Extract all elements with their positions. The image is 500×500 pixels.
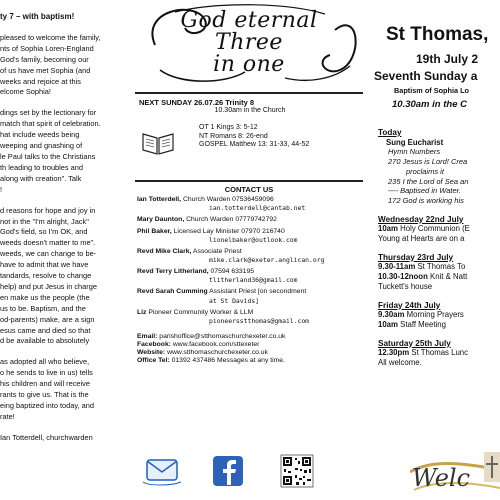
contact-role: Associate Priest <box>191 248 242 256</box>
contact-role: Church Warden 07536459096 <box>181 196 274 204</box>
welcome-text: Welc <box>412 464 471 492</box>
contact-name: Mary Daunton, <box>137 216 185 224</box>
info-column <box>135 0 363 500</box>
contact-role: Assistant Priest [on secondment <box>207 288 307 296</box>
schedule-note: All welcome. <box>378 358 422 368</box>
reading-nt: NT Romans 8: 26-end <box>199 132 268 140</box>
hymn-line: 270 Jesus is Lord! Crea <box>388 157 468 167</box>
qr-code-icon[interactable] <box>281 455 313 487</box>
reflection-line: God's family, becoming our <box>0 54 89 64</box>
schedule-day-heading: Wednesday 22nd July <box>378 214 464 224</box>
reflection-line: tandards, resolve to change <box>0 271 92 281</box>
contact-entry <box>137 288 361 296</box>
reflection-line: match that spirit of celebration. <box>0 119 101 129</box>
trinity-banner <box>135 0 363 86</box>
reflection-column <box>0 0 130 500</box>
contact-name: Ian Totterdell, <box>137 196 182 204</box>
contact-detail[interactable]: mike.clark@exeter.anglican.org <box>209 256 325 265</box>
contact-name: Phil Baker, <box>137 228 172 236</box>
contact-entry <box>137 268 361 276</box>
contacts-heading: CONTACT US <box>224 185 274 194</box>
divider <box>135 92 363 94</box>
contact-name: Revd Terry Litherland, <box>137 268 209 276</box>
reflection-line: rate! <box>0 411 15 421</box>
schedule-day-heading: Saturday 25th July <box>378 338 451 348</box>
hymn-line: Hymn Numbers <box>388 147 441 157</box>
contact-entry <box>137 228 361 236</box>
contact-entry <box>137 216 361 224</box>
reflection-line: esus came and died so that <box>0 325 91 335</box>
reflection-line: not in the "I'm alright, Jack" <box>0 216 89 226</box>
banner-title <box>180 10 317 76</box>
reflection-line: weeks and rejoice at this <box>0 76 81 86</box>
reflection-heading: ty 7 – with baptism! <box>0 12 75 21</box>
reading-gospel: GOSPEL Matthew 13: 31-33, 44-52 <box>199 141 310 148</box>
facebook-line[interactable]: Facebook: www.facebook.com/sttexeter <box>137 340 260 348</box>
reflection-line: of us have met Sophia (and <box>0 65 91 75</box>
sunday-name: Seventh Sunday a <box>374 69 478 83</box>
website-line[interactable]: Website: www.stthomaschurchexeter.co.uk <box>137 348 268 356</box>
contact-role: Pioneer Community Worker & LLM <box>146 308 254 316</box>
schedule-item: 10am Staff Meeting <box>378 319 446 329</box>
next-sunday-block <box>139 99 361 116</box>
contact-detail[interactable]: at St Davids] <box>209 296 260 305</box>
next-sunday-location: 10.30am in the Church <box>214 107 286 115</box>
schedule-item: 12.30pm St Thomas Lunc <box>378 348 469 358</box>
office-tel-line: Office Tel: 01392 437486 Messages at any time. <box>137 356 285 364</box>
reflection-line: weeping and gnashing of <box>0 141 83 151</box>
service-time: 10.30am in the C <box>392 99 467 110</box>
reflection-line: d reasons for hope and joy in <box>0 205 96 215</box>
schedule-day-heading: Friday 24th July <box>378 300 441 310</box>
reading-ot: OT 1 Kings 3: 5-12 <box>199 124 258 131</box>
reflection-line: God's field, so I'm OK, and <box>0 227 88 237</box>
reflection-line: weeds, we can change to be- <box>0 249 97 259</box>
reflection-line: eing baptized into today, and <box>0 401 94 410</box>
contact-detail[interactable]: tlitherland36@gmail.com <box>209 276 298 285</box>
reflection-line: d be available to absolutely <box>0 336 90 346</box>
contacts-block <box>137 186 361 365</box>
weekly-schedule <box>378 128 500 368</box>
schedule-day-heading: Thursday 23rd July <box>378 252 454 262</box>
reflection-text <box>0 12 130 444</box>
service-column <box>368 0 500 500</box>
reflection-line: pleased to welcome the family, <box>0 32 101 42</box>
hymn-line: proclaims it <box>406 166 444 176</box>
schedule-item: 10am Holy Communion (E <box>378 224 470 234</box>
schedule-item: 9.30am Morning Prayers <box>378 310 464 320</box>
hymn-line: ---- Baptised in Water. <box>388 186 461 196</box>
schedule-day-heading: Today <box>378 128 402 137</box>
open-bible-icon <box>141 124 175 158</box>
contact-entry <box>137 248 361 256</box>
hymn-line: 235 I the Lord of Sea an <box>388 176 469 186</box>
contact-role: Licensed Lay Minister 07970 216740 <box>171 228 285 236</box>
schedule-item: 10.30-12noon Knit & Natt <box>378 272 468 282</box>
facebook-icon[interactable] <box>213 456 243 486</box>
contact-entries <box>137 196 361 329</box>
contact-detail[interactable]: lionelbaker@outlook.com <box>209 236 298 245</box>
banner-line-1: God eternal <box>180 8 318 33</box>
baptism-line: Baptism of Sophia Lo <box>394 86 469 95</box>
reflection-line: elcome Sophia! <box>0 87 51 97</box>
contact-detail[interactable]: ian.totterdell@cantab.net <box>209 204 306 213</box>
reflection-line: have to admit that we have <box>0 260 89 270</box>
reflection-line: th leading to troubles and <box>0 162 84 172</box>
welcome-graphic <box>410 450 500 500</box>
banner-line-3: in one <box>213 52 285 77</box>
reflection-line: us to be. Baptism, and the <box>0 303 86 313</box>
contact-entry <box>137 196 361 204</box>
reflection-line: ! <box>0 184 3 194</box>
email-icon[interactable] <box>143 460 181 485</box>
reflection-line: o he sends to live in us) tells <box>0 368 93 378</box>
service-name: Sung Eucharist <box>386 137 444 147</box>
next-sunday-heading: NEXT SUNDAY 26.07.26 Trinity 8 <box>139 98 255 107</box>
reflection-line: nts of Sophia Loren-England <box>0 43 94 53</box>
contact-name: Revd Mike Clark, <box>137 248 192 256</box>
contact-entry <box>137 309 361 317</box>
reflection-line: Ian Totterdell, churchwarden <box>0 432 93 442</box>
divider <box>135 180 363 182</box>
banner-line-2: Three <box>215 30 283 55</box>
contact-name: Revd Sarah Cumming <box>137 288 208 296</box>
schedule-note: Tuckett's house <box>378 281 433 291</box>
reflection-line: his children and will receive <box>0 379 90 389</box>
reflection-line: le Paul talks to the Christians <box>0 151 96 161</box>
contact-role: Church Warden 07779742792 <box>184 216 277 224</box>
contact-detail[interactable]: pioneersstthomas@gmail.com <box>209 316 310 325</box>
reflection-line: help) and put Jesus in charge <box>0 281 97 291</box>
schedule-note: Young at Hearts are on a <box>378 234 465 244</box>
reflection-line: rants to give us. That is the <box>0 390 89 400</box>
reflection-line: weeds doesn't matter to me". <box>0 238 96 248</box>
church-title: St Thomas, <box>386 24 489 45</box>
reflection-line: as adopted all who believe, <box>0 357 90 367</box>
reflection-line: od-parents) make, are a sign <box>0 314 95 324</box>
reflection-line: along with creation". Talk <box>0 173 82 183</box>
hymn-line: 172 God is working his <box>388 195 464 205</box>
email-line[interactable]: Email: parishoffice@stthomaschurchexeter.co.uk <box>137 332 286 340</box>
readings-list <box>199 124 359 150</box>
contact-name: Liz <box>137 308 147 316</box>
reflection-line: dings set by the lectionary for <box>0 108 97 118</box>
contact-role: 07594 633195 <box>208 268 254 276</box>
reflection-line: en make us the people (the <box>0 292 90 302</box>
reflection-line: hat include weeds being <box>0 130 80 140</box>
schedule-item: 9.30-11am St Thomas To <box>378 262 466 272</box>
contact-icons-row <box>135 452 363 490</box>
service-date: 19th July 2 <box>416 52 479 66</box>
